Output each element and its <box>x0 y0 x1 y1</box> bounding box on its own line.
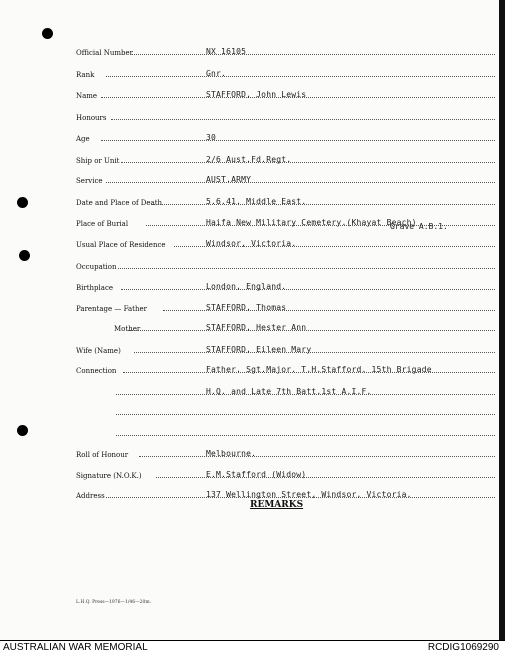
field-dotted-line <box>132 54 495 55</box>
form-row <box>76 298 495 314</box>
form-row <box>76 107 495 123</box>
archive-footer <box>0 640 505 655</box>
field-value: STAFFORD, Eileen Mary <box>206 345 312 354</box>
archive-reference: RCDIG1069290 <box>427 642 499 653</box>
field-value: 30 <box>206 133 217 142</box>
form-row <box>76 444 495 460</box>
form-row <box>76 85 495 101</box>
form-row <box>76 277 495 293</box>
field-dotted-line <box>121 162 495 163</box>
burial-continuation: Grave A.B.1. <box>390 222 448 231</box>
field-label: Service <box>76 177 103 185</box>
field-label: Age <box>76 135 90 143</box>
field-label: Official Number <box>76 49 133 57</box>
field-dotted-line <box>111 119 495 120</box>
form-row <box>76 128 495 144</box>
field-label: Parentage — Father <box>76 305 147 313</box>
form-row <box>76 402 495 418</box>
remarks-heading: REMARKS <box>250 500 304 510</box>
form-row <box>76 423 495 439</box>
field-label: Wife (Name) <box>76 347 121 355</box>
archive-name: AUSTRALIAN WAR MEMORIAL <box>3 642 148 653</box>
punch-hole <box>17 197 28 208</box>
form-row <box>76 382 495 398</box>
form-row <box>76 256 495 272</box>
field-value: Haifa New Military Cemetery.(Khayat Beach) <box>206 218 417 227</box>
field-label: Occupation <box>76 263 117 271</box>
form-row <box>76 485 495 501</box>
form-row <box>76 192 495 208</box>
field-label: Address <box>76 492 105 500</box>
field-dotted-line <box>139 456 495 457</box>
field-dotted-line <box>151 204 495 205</box>
form-row <box>76 340 495 356</box>
field-value: Gnr. <box>206 69 227 78</box>
form-row <box>76 360 495 376</box>
field-label: Mother <box>114 325 141 333</box>
form-row <box>76 150 495 166</box>
field-value: NX 16105 <box>206 47 247 56</box>
field-value: STAFFORD, Hester Ann <box>206 323 307 332</box>
field-label: Birthplace <box>76 284 114 292</box>
field-label: Usual Place of Residence <box>76 241 166 249</box>
field-label: Name <box>76 92 98 100</box>
punch-hole <box>17 425 28 436</box>
field-dotted-line <box>118 268 495 269</box>
field-dotted-line <box>134 352 495 353</box>
field-value: 5.6.41. Middle East. <box>206 197 307 206</box>
punch-hole <box>19 250 30 261</box>
field-value: Windsor, Victoria. <box>206 239 297 248</box>
form-row <box>76 465 495 481</box>
form-row <box>76 42 495 58</box>
field-value: 2/6 Aust.Fd.Regt. <box>206 155 292 164</box>
printer-imprint: L.H.Q. Press—1976—1/46—20m. <box>76 600 152 605</box>
field-value: London, England. <box>206 282 287 291</box>
field-value: STAFFORD, Thomas <box>206 303 287 312</box>
field-dotted-line <box>106 76 495 77</box>
form-row <box>76 64 495 80</box>
field-dotted-line <box>101 140 495 141</box>
field-value: H.Q. and Late 7th Batt.1st A.I.F. <box>206 387 372 396</box>
field-label: Connection <box>76 367 117 375</box>
field-label: Roll of Honour <box>76 451 129 459</box>
form-row <box>76 234 495 250</box>
field-dotted-line <box>116 414 495 415</box>
field-dotted-line <box>128 330 495 331</box>
field-label: Honours <box>76 114 107 122</box>
form-row <box>76 318 495 334</box>
form-row <box>76 170 495 186</box>
field-label: Rank <box>76 71 95 79</box>
field-value: AUST.ARMY <box>206 175 252 184</box>
field-value: Father. Sgt.Major. T.H.Stafford. 15th Brigade <box>206 365 432 374</box>
field-value: E.M.Stafford (Widow) <box>206 470 307 479</box>
field-dotted-line <box>116 435 495 436</box>
punch-hole <box>42 28 53 39</box>
field-label: Date and Place of Death <box>76 199 163 207</box>
field-value: 137 Wellington Street, Windsor, Victoria. <box>206 490 412 499</box>
field-dotted-line <box>121 289 495 290</box>
field-dotted-line <box>106 182 495 183</box>
field-label: Place of Burial <box>76 220 129 228</box>
field-label: Signature (N.O.K.) <box>76 472 142 480</box>
field-value: STAFFORD, John Lewis <box>206 90 307 99</box>
field-value: Melbourne. <box>206 449 257 458</box>
field-label: Ship or Unit <box>76 157 120 165</box>
